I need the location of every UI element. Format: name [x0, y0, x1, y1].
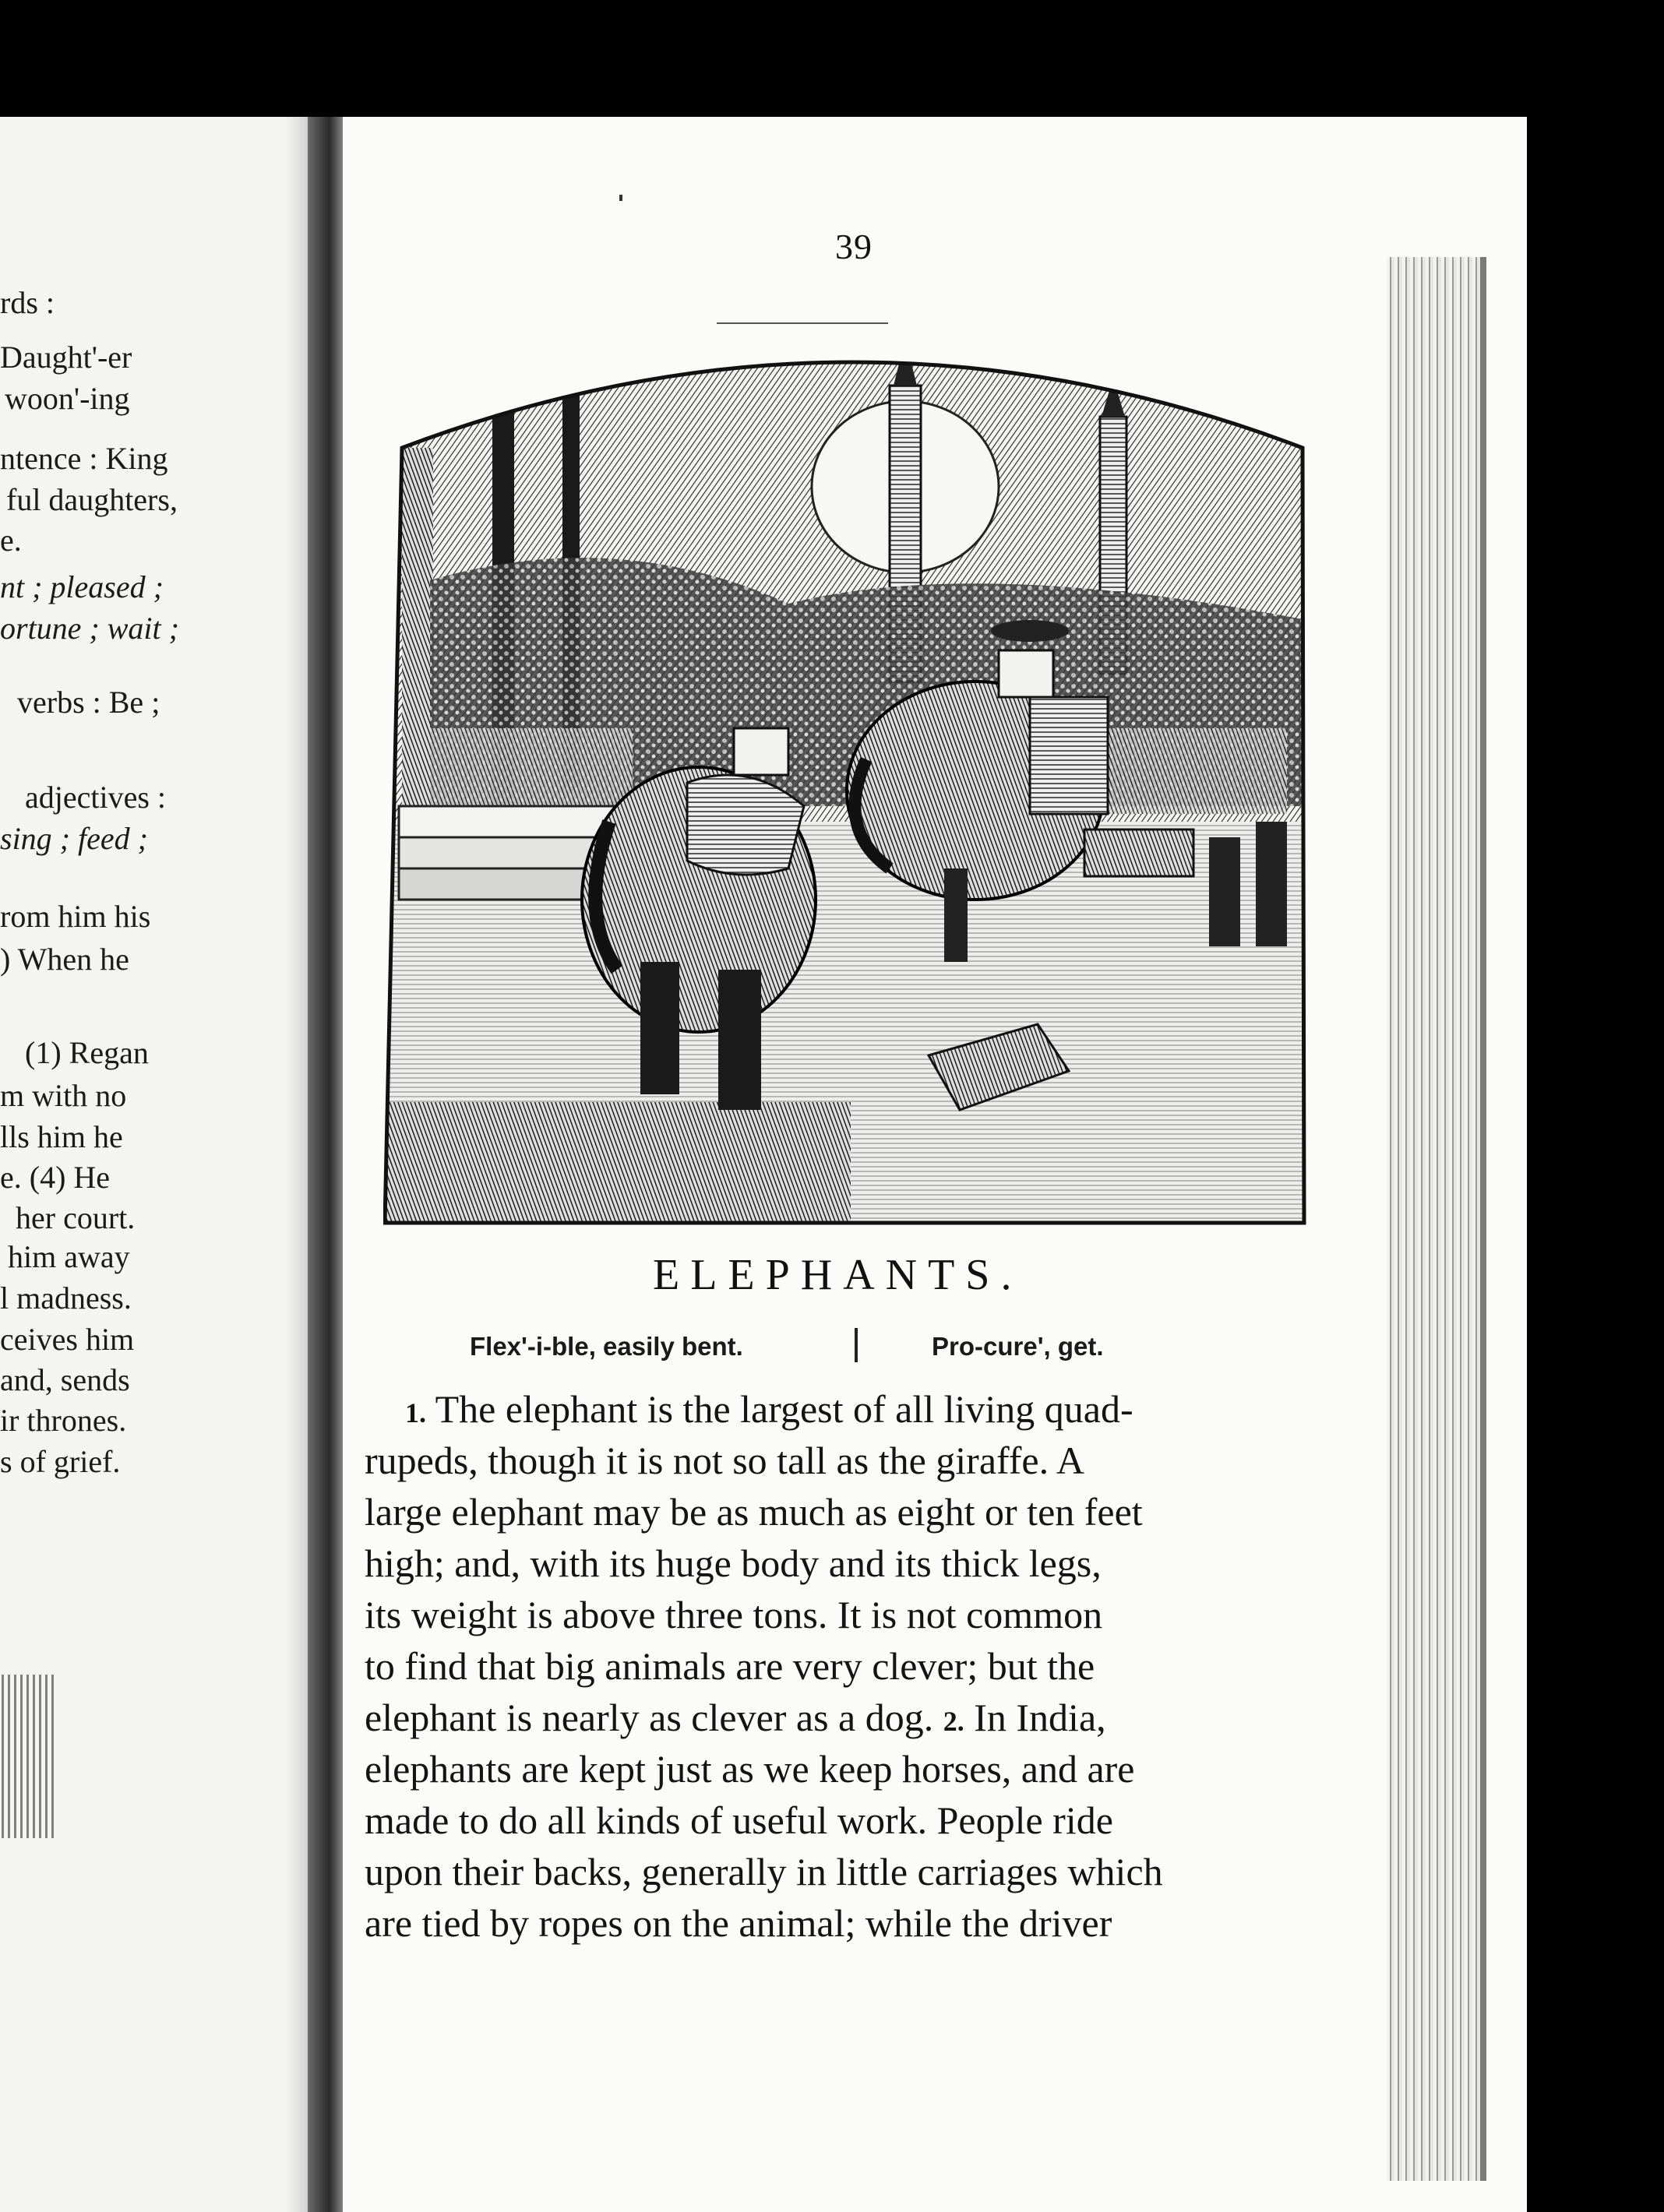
left-line: him away [8, 1239, 130, 1274]
left-line: and, sends [0, 1362, 130, 1397]
left-line: sing ; feed ; [0, 821, 148, 856]
left-line: e. [0, 523, 22, 558]
left-page-illustration-fragment [2, 1675, 56, 1838]
left-line: rom him his [0, 899, 151, 934]
left-line: lls him he [0, 1119, 123, 1154]
left-line: s of grief. [0, 1444, 121, 1479]
vocab-right: Pro-cure', get. [932, 1332, 1104, 1361]
left-line: l madness. [0, 1280, 132, 1316]
body-line: elephant is nearly as clever as a dog. 2. In India, [365, 1696, 1106, 1739]
left-line: (1) Regan [25, 1035, 149, 1070]
body-line: upon their backs, generally in little carriages which [365, 1850, 1163, 1893]
body-line: rupeds, though it is not so tall as the giraffe. A [365, 1439, 1084, 1482]
left-line: ortune ; wait ; [0, 611, 179, 646]
left-line: verbs : Be ; [17, 685, 160, 720]
body-line: made to do all kinds of useful work. People ride [365, 1798, 1113, 1842]
print-speck [619, 195, 622, 201]
body-line: 1. The elephant is the largest of all living quad- [405, 1387, 1133, 1431]
body-line: to find that big animals are very clever; but the [365, 1644, 1095, 1688]
vocab-separator [855, 1328, 858, 1362]
left-line: adjectives : [25, 780, 167, 815]
paragraph-number: 2. [943, 1706, 964, 1737]
left-line: ceives him [0, 1322, 135, 1357]
left-line: nt ; pleased ; [0, 569, 164, 604]
paragraph-number: 1. [405, 1397, 426, 1428]
left-line: woon'-ing [5, 381, 130, 416]
page-edges [1387, 257, 1480, 2181]
body-line: large elephant may be as much as eight or ten feet [365, 1490, 1143, 1534]
left-line: m with no [0, 1078, 127, 1113]
elephants-engraving [383, 323, 1326, 1228]
book-binding [308, 117, 347, 2212]
left-line: ) When he [0, 942, 129, 977]
left-line: rds : [0, 285, 55, 320]
article-title: ELEPHANTS. [653, 1251, 1023, 1299]
left-line: ntence : King [0, 441, 168, 476]
left-line: e. (4) He [0, 1160, 111, 1195]
left-line: Daught'-er [0, 340, 132, 375]
left-line: ir thrones. [0, 1403, 127, 1438]
left-page [0, 117, 331, 2212]
vocab-left: Flex'-i-ble, easily bent. [470, 1332, 743, 1361]
body-line: elephants are kept just as we keep horses, and are [365, 1747, 1135, 1791]
body-line: high; and, with its huge body and its thick legs, [365, 1541, 1102, 1585]
page-number: 39 [835, 227, 873, 266]
left-line: ful daughters, [6, 482, 178, 517]
body-line: are tied by ropes on the animal; while the driver [365, 1901, 1112, 1945]
body-line: its weight is above three tons. It is not common [365, 1593, 1103, 1636]
left-line: her court. [16, 1200, 136, 1235]
